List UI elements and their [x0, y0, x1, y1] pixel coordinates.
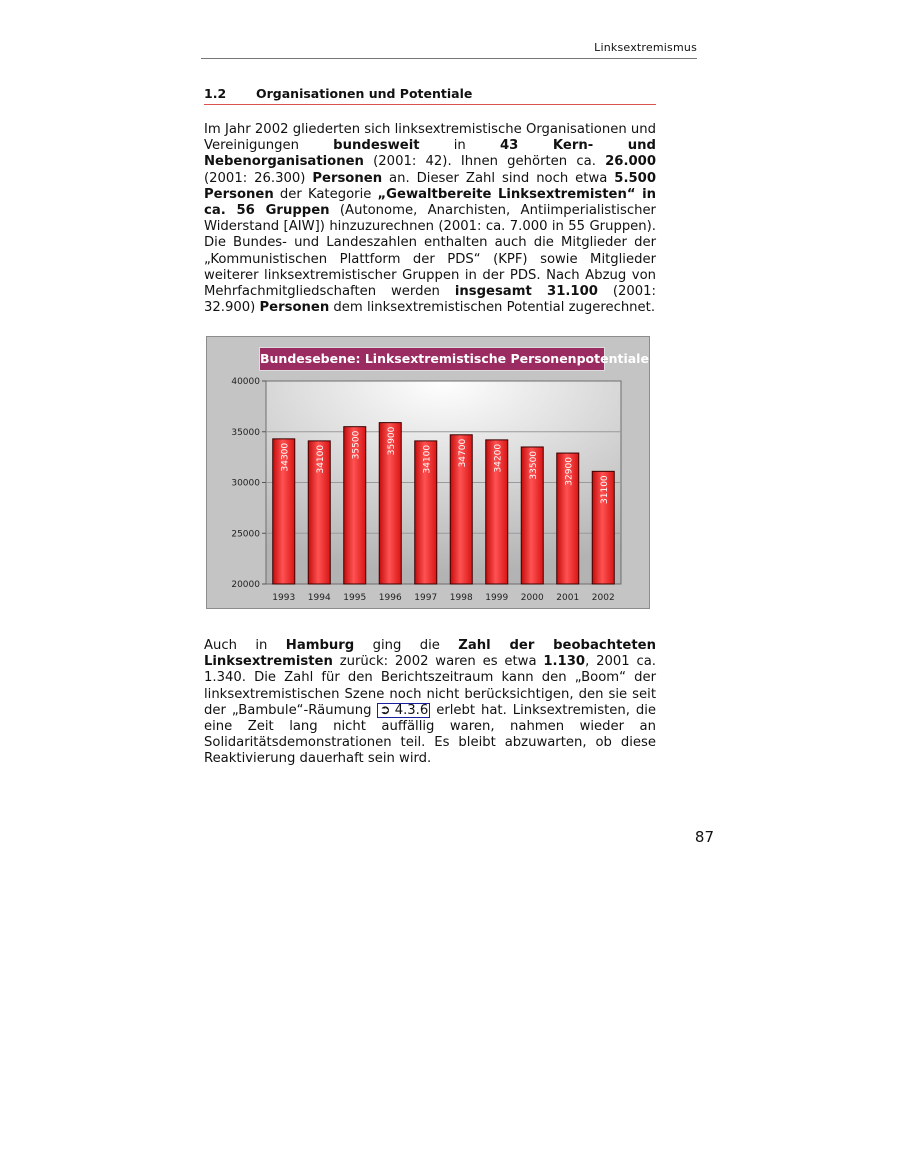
- bar-value-label: 31100: [599, 475, 610, 504]
- bar-value-label: 34300: [280, 442, 291, 472]
- x-tick-label: 1999: [485, 593, 509, 603]
- x-tick-label: 2002: [591, 593, 615, 603]
- bold-text: 26.000: [605, 154, 656, 170]
- text-run: Im Jahr 2002 gliederten sich linksextremistische Organisationen und Vereinigungen: [204, 122, 656, 154]
- bar-value-label: 35500: [351, 430, 362, 460]
- text-run: in: [419, 138, 500, 154]
- text-run: erlebt hat. Linksextremisten, die eine Zeit lang nicht auffällig waren, nahmen wieder an Solidaritätsdemonstrationen teil. Es bleibt abzuwarten, ob diese Reaktivierung dauerhaft sein wird.: [204, 702, 657, 767]
- text-run: (2001: 26.300): [204, 170, 313, 186]
- bold-text: 43 Kern- und Nebenorganisationen: [204, 138, 656, 170]
- y-tick-label: 30000: [231, 478, 260, 489]
- x-tick-label: 1998: [449, 593, 473, 603]
- x-tick-label: 1996: [378, 593, 402, 603]
- text-run: (Autonome, Anarchisten, Antiimperialistischer Widerstand [AIW]) hinzuzurechnen (2001: ca. 7.000 in 55 Gruppen). Die Bundes- und Landeszahlen enthalten auch die Mitglieder der „Kommunistischen Plattform der PDS“ (KPF) sowie Mitglieder weiterer linksextremistischer Gruppen in der PDS. Nach Abzug von Mehrfachmitgliedschaften werden: [204, 203, 656, 300]
- x-tick-label: 1997: [414, 593, 438, 603]
- paragraph-1: [204, 122, 656, 316]
- text-run: ging die: [354, 638, 459, 653]
- bold-text: Zahl der beobachteten Linksextremisten: [204, 638, 656, 670]
- bold-text: insgesamt 31.100: [454, 284, 598, 300]
- section-heading: [204, 86, 656, 105]
- bar-value-label: 33500: [528, 450, 539, 480]
- y-tick-label: 35000: [231, 427, 260, 438]
- bold-text: Hamburg: [285, 638, 355, 653]
- x-tick-label: 1994: [307, 593, 331, 603]
- bold-text: Personen: [259, 300, 330, 316]
- bold-text: Personen: [312, 170, 383, 186]
- chart-canvas: [207, 337, 651, 610]
- bar-value-label: 34200: [493, 443, 504, 473]
- text-run: (2001: 32.900): [204, 284, 656, 316]
- bold-text: „Gewaltbereite Linksextremisten“ in ca. 56 Gruppen: [204, 186, 656, 219]
- bar-value-label: 35900: [386, 426, 397, 456]
- bold-text: 5.500 Personen: [204, 170, 656, 202]
- x-tick-label: 2001: [556, 593, 580, 603]
- paragraph-2: [204, 638, 656, 768]
- page-number: 87: [694, 828, 714, 846]
- bold-text: bundesweit: [333, 138, 420, 154]
- section-title: Organisationen und Potentiale: [256, 86, 473, 101]
- x-tick-label: 2000: [520, 593, 544, 603]
- y-tick-label: 25000: [231, 529, 260, 540]
- bold-text: 1.130: [543, 654, 586, 670]
- bar-chart: [206, 336, 650, 609]
- section-number: 1.2: [204, 86, 227, 101]
- bar-value-label: 34100: [315, 444, 326, 474]
- running-header: Linksextremismus: [201, 41, 697, 59]
- text-run: zurück: 2002 waren es etwa: [332, 654, 544, 670]
- chart-title: Bundesebene: Linksextremistische Personenpotentiale: [259, 347, 605, 371]
- text-run: an. Dieser Zahl sind noch etwa: [382, 170, 615, 186]
- text-run: , 2001 ca. 1.340. Die Zahl für den Berichtszeitraum kann den „Boom“ der linksextremistischen Szene noch nicht berücksichtigen, den sie seit der „Bambule“-Räumung: [204, 654, 656, 718]
- text-run: Auch in: [204, 638, 286, 653]
- text-run: dem linksextremistischen Potential zugerechnet.: [329, 300, 656, 316]
- text-run: (2001: 42). Ihnen gehörten ca.: [363, 154, 606, 170]
- bar-value-label: 34700: [457, 438, 468, 468]
- y-tick-label: 20000: [231, 580, 260, 590]
- text-run: der Kategorie: [273, 186, 378, 202]
- y-tick-label: 40000: [231, 377, 260, 387]
- cross-reference-link[interactable]: ➲ 4.3.6: [379, 702, 429, 718]
- x-tick-label: 1995: [343, 593, 367, 603]
- bar-value-label: 32900: [564, 457, 575, 486]
- bar-value-label: 34100: [422, 444, 433, 474]
- x-tick-label: 1993: [272, 593, 296, 603]
